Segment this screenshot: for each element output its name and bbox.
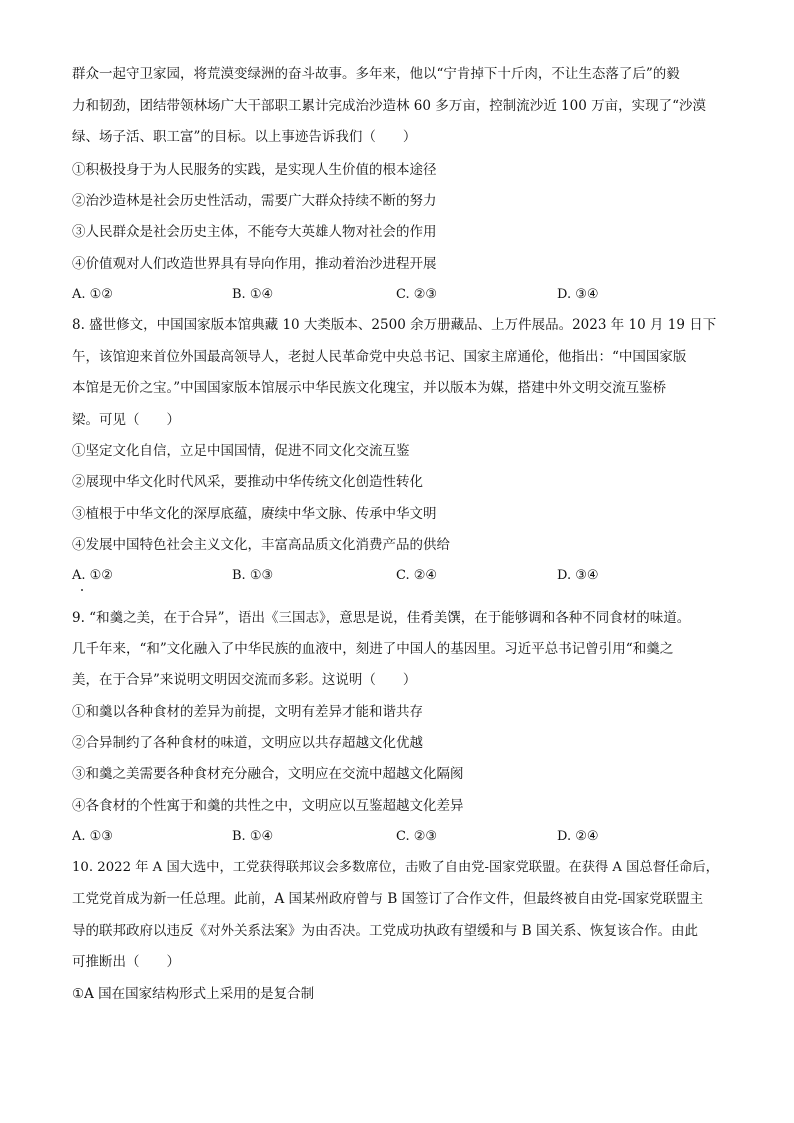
q8-statement-3: ③植根于中华文化的深厚底蕴，赓续中华文脉、传承中华文明	[72, 506, 437, 522]
q8-option-c[interactable]: C. ②④	[396, 568, 438, 583]
q10-statement-1: ①A 国在国家结构形式上采用的是复合制	[72, 986, 315, 1002]
q10-stem-line-2: 工党党首成为新一任总理。此前，A 国某州政府曾与 B 国签订了合作文件，但最终被自由党-国家党联盟主	[72, 891, 704, 907]
q7-statement-2: ②治沙造林是社会历史性活动，需要广大群众持续不断的努力	[72, 193, 437, 209]
q10-stem-line-4: 可推断出（ ）	[72, 954, 180, 970]
q8-statement-1: ①坚定文化自信，立足中国国情，促进不同文化交流互鉴	[72, 443, 410, 459]
q7-statement-4: ④价值观对人们改造世界具有导向作用，推动着治沙进程开展	[72, 256, 437, 272]
q8-stem-line-3: 本馆是无价之宝。”中国国家版本馆展示中华民族文化瑰宝，并以版本为媒，搭建中外文明交流互鉴桥	[72, 380, 667, 396]
q10-stem-line-3: 导的联邦政府以违反《对外关系法案》为由否决。工党成功执政有望缓和与 B 国关系、恢复该合作。由此	[72, 923, 699, 939]
q7-option-b[interactable]: B. ①④	[232, 287, 274, 302]
q8-statement-2: ②展现中华文化时代风采，要推动中华传统文化创造性转化	[72, 474, 423, 490]
q9-stem-line-2: 几千年来，“和”文化融入了中华民族的血液中，刻进了中国人的基因里。习近平总书记曾引用“和羹之	[72, 641, 674, 657]
q9-options	[72, 827, 732, 847]
q9-statement-2: ②合异制约了各种食材的味道，文明应以共存超越文化优越	[72, 735, 423, 751]
q8-stem-line-1: 8. 盛世修文，中国国家版本馆典藏 10 大类版本、2500 余万册藏品、上万件展品。2023 年 10 月 19 日下	[72, 317, 717, 333]
q9-option-d[interactable]: D. ②④	[557, 829, 599, 844]
q7-statement-1: ①积极投身于为人民服务的实践，是实现人生价值的根本途径	[72, 162, 437, 178]
q9-option-c[interactable]: C. ②③	[396, 829, 438, 844]
q7-stem-line-3: 绿、场子活、职工富”的目标。以上事迹告诉我们（ ）	[72, 129, 417, 145]
q7-options	[72, 285, 732, 305]
q8-option-a[interactable]: A. ①②	[72, 568, 113, 583]
q7-stem-line-1: 群众一起守卫家园，将荒漠变绿洲的奋斗故事。多年来，他以“宁肯掉下十斤肉，不让生态落了后”的毅	[72, 66, 680, 82]
q7-option-a[interactable]: A. ①②	[72, 287, 113, 302]
stray-dot-mark	[81, 589, 83, 591]
q9-option-b[interactable]: B. ①④	[232, 829, 274, 844]
q9-option-a[interactable]: A. ①③	[72, 829, 113, 844]
q10-stem-line-1: 10. 2022 年 A 国大选中，工党获得联邦议会多数席位，击败了自由党-国家党联盟。在获得 A 国总督任命后，	[72, 860, 719, 875]
q8-option-d[interactable]: D. ③④	[557, 568, 599, 583]
q7-stem-line-2: 力和韧劲，团结带领林场广大干部职工累计完成治沙造林 60 多万亩，控制流沙近 100 万亩，实现了“沙漠	[72, 98, 707, 114]
q9-statement-3: ③和羹之美需要各种食材充分融合，文明应在交流中超越文化隔阂	[72, 766, 464, 782]
q9-stem-line-1: 9. “和羹之美，在于合异”，语出《三国志》，意思是说，佳肴美馔，在于能够调和各种不同食材的味道。	[72, 610, 691, 626]
q7-statement-3: ③人民群众是社会历史主体，不能夸大英雄人物对社会的作用	[72, 224, 437, 240]
q8-options	[72, 566, 732, 586]
q9-statement-4: ④各食材的个性寓于和羹的共性之中，文明应以互鉴超越文化差异	[72, 798, 464, 814]
q8-stem-line-2: 午，该馆迎来首位外国最高领导人，老挝人民革命党中央总书记、国家主席通伦，他指出：“中国国家版	[72, 349, 687, 365]
q9-stem-line-3: 美，在于合异”来说明文明因交流而多彩。这说明（ ）	[72, 672, 417, 688]
q9-statement-1: ①和羹以各种食材的差异为前提，文明有差异才能和谐共存	[72, 704, 423, 720]
q8-stem-line-4: 梁。可见（ ）	[72, 412, 180, 428]
q8-statement-4: ④发展中国特色社会主义文化，丰富高品质文化消费产品的供给	[72, 537, 450, 553]
q8-option-b[interactable]: B. ①③	[232, 568, 274, 583]
q7-option-c[interactable]: C. ②③	[396, 287, 438, 302]
q7-option-d[interactable]: D. ③④	[557, 287, 599, 302]
